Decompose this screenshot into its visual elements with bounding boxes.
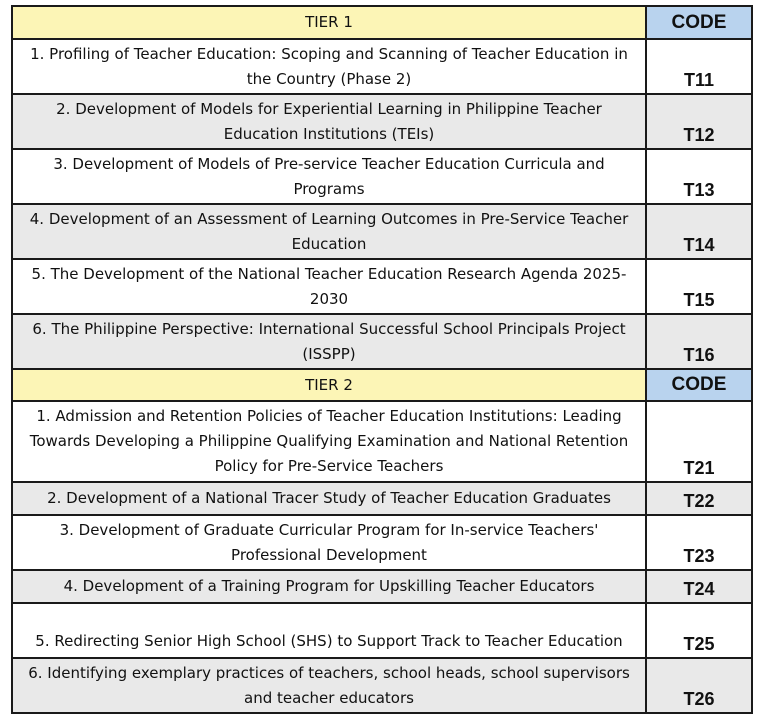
research-code: T15 bbox=[646, 259, 752, 314]
table-row bbox=[12, 658, 752, 713]
table-row bbox=[12, 515, 752, 570]
research-title: 4. Development of a Training Program for Upskilling Teacher Educators bbox=[12, 570, 646, 603]
research-title: 3. Development of Models of Pre-service Teacher Education Curricula and Programs bbox=[12, 149, 646, 204]
tier-1-code-header: CODE bbox=[646, 6, 752, 39]
tier-2-label: TIER 2 bbox=[12, 369, 646, 401]
research-code: T25 bbox=[646, 603, 752, 658]
research-code: T11 bbox=[646, 39, 752, 94]
table-row bbox=[12, 204, 752, 259]
research-agenda-table bbox=[11, 5, 753, 714]
research-title: 4. Development of an Assessment of Learning Outcomes in Pre-Service Teacher Education bbox=[12, 204, 646, 259]
tier-1-header-row bbox=[12, 6, 752, 39]
research-code: T22 bbox=[646, 482, 752, 515]
table-row bbox=[12, 570, 752, 603]
table-row bbox=[12, 94, 752, 149]
research-code: T26 bbox=[646, 658, 752, 713]
research-title: 2. Development of Models for Experiential Learning in Philippine Teacher Education Institutions (TEIs) bbox=[12, 94, 646, 149]
research-title: 5. Redirecting Senior High School (SHS) to Support Track to Teacher Education bbox=[12, 603, 646, 658]
research-code: T24 bbox=[646, 570, 752, 603]
research-title: 2. Development of a National Tracer Study of Teacher Education Graduates bbox=[12, 482, 646, 515]
table-row bbox=[12, 482, 752, 515]
research-title: 6. The Philippine Perspective: International Successful School Principals Project (ISSPP) bbox=[12, 314, 646, 369]
research-title: 5. The Development of the National Teacher Education Research Agenda 2025-2030 bbox=[12, 259, 646, 314]
research-title: 1. Admission and Retention Policies of Teacher Education Institutions: Leading Towards Developing a Philippine Qualifying Examination and National Retention Policy for Pre-Service Teachers bbox=[12, 401, 646, 482]
research-title: 1. Profiling of Teacher Education: Scoping and Scanning of Teacher Education in the Country (Phase 2) bbox=[12, 39, 646, 94]
research-code: T16 bbox=[646, 314, 752, 369]
research-title: 6. Identifying exemplary practices of teachers, school heads, school supervisors and teacher educators bbox=[12, 658, 646, 713]
tier-2-code-header: CODE bbox=[646, 369, 752, 401]
research-code: T23 bbox=[646, 515, 752, 570]
research-code: T21 bbox=[646, 401, 752, 482]
table-row bbox=[12, 603, 752, 658]
table-row bbox=[12, 314, 752, 369]
table-row bbox=[12, 149, 752, 204]
table-row bbox=[12, 401, 752, 482]
research-code: T12 bbox=[646, 94, 752, 149]
research-code: T14 bbox=[646, 204, 752, 259]
tier-2-header-row bbox=[12, 369, 752, 401]
research-code: T13 bbox=[646, 149, 752, 204]
tier-1-label: TIER 1 bbox=[12, 6, 646, 39]
research-title: 3. Development of Graduate Curricular Program for In-service Teachers' Professional Development bbox=[12, 515, 646, 570]
table-row bbox=[12, 259, 752, 314]
table-row bbox=[12, 39, 752, 94]
